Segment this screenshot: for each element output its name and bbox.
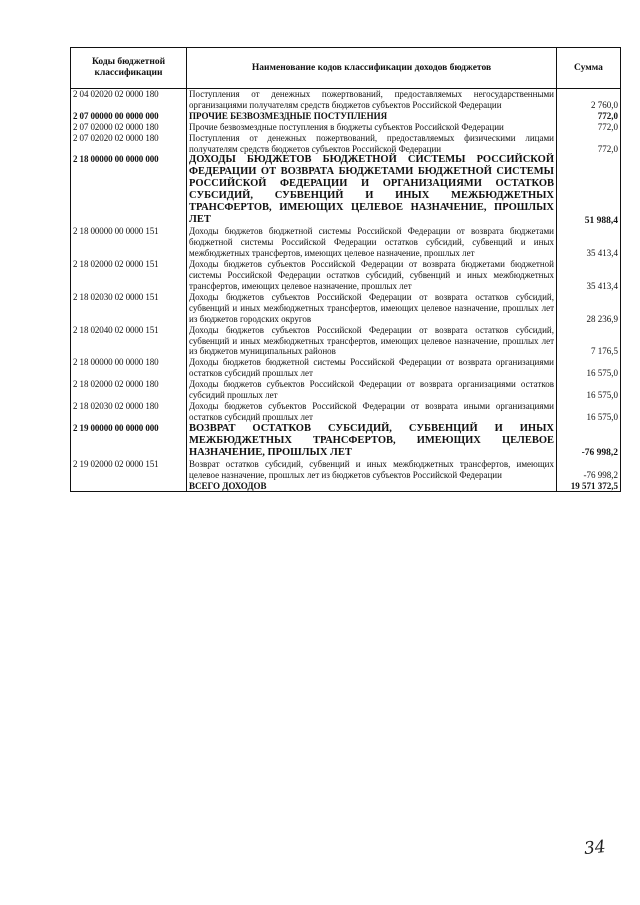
sum-cell: 772,0 bbox=[557, 133, 621, 155]
name-cell: Возврат остатков субсидий, субвенций и иных межбюджетных трансфертов, имеющих целевое назначение, прошлых лет из бюджетов субъектов Российской Федерации bbox=[187, 459, 557, 481]
table-header-row bbox=[71, 48, 621, 89]
table-row bbox=[71, 133, 621, 155]
code-cell: 2 18 02030 02 0000 180 bbox=[71, 401, 187, 423]
code-cell: 2 18 00000 00 0000 000 bbox=[71, 154, 187, 226]
code-cell: 2 18 02030 02 0000 151 bbox=[71, 292, 187, 325]
table-row bbox=[71, 423, 621, 459]
table-body bbox=[71, 89, 621, 492]
code-cell: 2 07 02000 02 0000 180 bbox=[71, 122, 187, 133]
code-cell: 2 19 00000 00 0000 000 bbox=[71, 423, 187, 459]
page-number: 34 bbox=[583, 836, 607, 860]
sum-cell: 16 575,0 bbox=[557, 401, 621, 423]
table-row bbox=[71, 292, 621, 325]
table-row bbox=[71, 122, 621, 133]
code-cell: 2 18 00000 00 0000 151 bbox=[71, 226, 187, 259]
name-cell: Доходы бюджетов бюджетной системы Российской Федерации от возврата бюджетами бюджетной системы Российской Федерации остатков субсидий, субвенций и иных межбюджетных трансфертов, имеющих целевое назначение, прошлых лет bbox=[187, 226, 557, 259]
code-cell: 2 18 02000 02 0000 151 bbox=[71, 259, 187, 292]
header-sum: Сумма bbox=[557, 48, 621, 89]
code-cell: 2 07 00000 00 0000 000 bbox=[71, 111, 187, 122]
header-code: Коды бюджетной классификации bbox=[71, 48, 187, 89]
sum-cell: 35 413,4 bbox=[557, 226, 621, 259]
name-cell: ВОЗВРАТ ОСТАТКОВ СУБСИДИЙ, СУБВЕНЦИЙ И ИНЫХ МЕЖБЮДЖЕТНЫХ ТРАНСФЕРТОВ, ИМЕЮЩИХ ЦЕЛЕВОЕ НАЗНАЧЕНИЕ, ПРОШЛЫХ ЛЕТ bbox=[187, 423, 557, 459]
sum-cell: 2 760,0 bbox=[557, 89, 621, 111]
code-cell: 2 04 02020 02 0000 180 bbox=[71, 89, 187, 111]
name-cell: Доходы бюджетов субъектов Российской Федерации от возврата организациями остатков субсидий прошлых лет bbox=[187, 379, 557, 401]
table-row bbox=[71, 259, 621, 292]
sum-cell: 772,0 bbox=[557, 111, 621, 122]
sum-cell: 19 571 372,5 bbox=[557, 481, 621, 492]
table-row bbox=[71, 481, 621, 492]
table-row bbox=[71, 111, 621, 122]
name-cell: Доходы бюджетов субъектов Российской Федерации от возврата остатков субсидий, субвенций и иных межбюджетных трансфертов, имеющих целевое назначение, прошлых лет из бюджетов городских округов bbox=[187, 292, 557, 325]
name-cell: ДОХОДЫ БЮДЖЕТОВ БЮДЖЕТНОЙ СИСТЕМЫ РОССИЙСКОЙ ФЕДЕРАЦИИ ОТ ВОЗВРАТА БЮДЖЕТАМИ БЮДЖЕТНОЙ СИСТЕМЫ РОССИЙСКОЙ ФЕДЕРАЦИИ И ОРГАНИЗАЦИЯМИ ОСТАТКОВ СУБСИДИЙ, СУБВЕНЦИЙ И ИНЫХ МЕЖБЮДЖЕТНЫХ ТРАНСФЕРТОВ, ИМЕЮЩИХ ЦЕЛЕВОЕ НАЗНАЧЕНИЕ, ПРОШЛЫХ ЛЕТ bbox=[187, 154, 557, 226]
code-cell: 2 18 00000 00 0000 180 bbox=[71, 357, 187, 379]
header-name: Наименование кодов классификации доходов бюджетов bbox=[187, 48, 557, 89]
budget-revenue-table bbox=[70, 47, 621, 492]
table-row bbox=[71, 226, 621, 259]
sum-cell: -76 998,2 bbox=[557, 423, 621, 459]
sum-cell: 7 176,5 bbox=[557, 325, 621, 358]
sum-cell: 16 575,0 bbox=[557, 357, 621, 379]
sum-cell: -76 998,2 bbox=[557, 459, 621, 481]
name-cell: Доходы бюджетов бюджетной системы Российской Федерации от возврата организациями остатков субсидий прошлых лет bbox=[187, 357, 557, 379]
name-cell: Доходы бюджетов субъектов Российской Федерации от возврата остатков субсидий, субвенций и иных межбюджетных трансфертов, имеющих целевое назначение, прошлых лет из бюджетов муниципальных районов bbox=[187, 325, 557, 358]
table-row bbox=[71, 154, 621, 226]
sum-cell: 16 575,0 bbox=[557, 379, 621, 401]
name-cell: ПРОЧИЕ БЕЗВОЗМЕЗДНЫЕ ПОСТУПЛЕНИЯ bbox=[187, 111, 557, 122]
table-row bbox=[71, 401, 621, 423]
sum-cell: 772,0 bbox=[557, 122, 621, 133]
name-cell: Поступления от денежных пожертвований, предоставляемых физическими лицами получателям средств бюджетов субъектов Российской Федерации bbox=[187, 133, 557, 155]
sum-cell: 51 988,4 bbox=[557, 154, 621, 226]
code-cell: 2 18 02040 02 0000 151 bbox=[71, 325, 187, 358]
name-cell: Доходы бюджетов субъектов Российской Федерации от возврата иными организациями остатков субсидий прошлых лет bbox=[187, 401, 557, 423]
code-cell: 2 18 02000 02 0000 180 bbox=[71, 379, 187, 401]
name-cell: Прочие безвозмездные поступления в бюджеты субъектов Российской Федерации bbox=[187, 122, 557, 133]
code-cell: 2 19 02000 02 0000 151 bbox=[71, 459, 187, 481]
table-row bbox=[71, 357, 621, 379]
sum-cell: 35 413,4 bbox=[557, 259, 621, 292]
table-row bbox=[71, 379, 621, 401]
table-row bbox=[71, 89, 621, 111]
code-cell: 2 07 02020 02 0000 180 bbox=[71, 133, 187, 155]
table-row bbox=[71, 325, 621, 358]
name-cell: Поступления от денежных пожертвований, предоставляемых негосударственными организациями получателям средств бюджетов субъектов Российской Федерации bbox=[187, 89, 557, 111]
budget-table-container bbox=[70, 47, 618, 492]
sum-cell: 28 236,9 bbox=[557, 292, 621, 325]
table-row bbox=[71, 459, 621, 481]
name-cell: Доходы бюджетов субъектов Российской Федерации от возврата бюджетами бюджетной системы Российской Федерации остатков субсидий, субвенций и иных межбюджетных трансфертов, имеющих целевое назначение, прошлых лет bbox=[187, 259, 557, 292]
code-cell bbox=[71, 481, 187, 492]
name-cell: ВСЕГО ДОХОДОВ bbox=[187, 481, 557, 492]
